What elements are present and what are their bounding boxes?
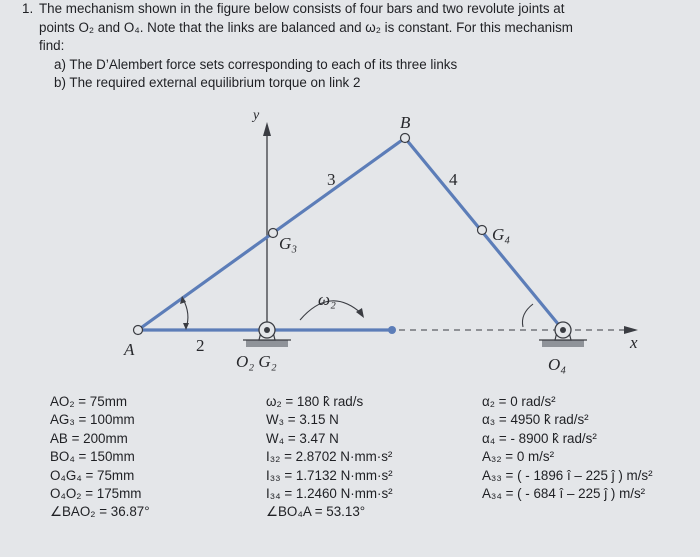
given-ag3-accel: A₃₃ = ( - 1896 î – 225 ĵ ) m/s² [482, 467, 653, 483]
label-b: B [400, 113, 411, 132]
ground-o2 [243, 322, 291, 347]
problem-stem [39, 0, 682, 56]
given-ig3: I₃₃ = 1.7132 N·mm·s² [266, 467, 393, 483]
given-omega2: ω₂ = 180 k̂ rad/s [266, 394, 364, 409]
stem-line-2: points O₂ and O₄. Note that the links are balanced and ω₂ is constant. For this mechanism [39, 19, 573, 35]
given-alpha4: α₄ = - 8900 k̂ rad/s² [482, 430, 597, 446]
label-o2-g2: O₂ G₂ [236, 352, 277, 371]
given-angle-bao2: ∠BAO₂ = 36.87° [50, 504, 150, 520]
given-ag2: A₃₂ = 0 m/s² [482, 449, 555, 465]
given-o4o2: O₄O₂ = 175mm [50, 486, 142, 502]
pin-a [134, 326, 143, 335]
label-link-3: 3 [327, 170, 336, 189]
stem-line-1: The mechanism shown in the figure below consists of four bars and two revolute joints at [39, 1, 565, 16]
givens-kinematics [482, 393, 653, 503]
given-w3: W₃ = 3.15 N [266, 412, 339, 428]
label-x: x [630, 333, 638, 352]
given-o4g4: O₄G₄ = 75mm [50, 467, 135, 483]
pin-b [401, 134, 410, 143]
label-a: A [124, 340, 135, 359]
angle-arc-o4 [522, 304, 533, 327]
given-ig4: I₃₄ = 1.2460 N·mm·s² [266, 486, 393, 502]
given-ag4-accel: A₃₄ = ( - 684 î – 225 ĵ ) m/s² [482, 486, 646, 502]
stem-line-3: find: [39, 38, 65, 54]
part-a: a) The D’Alembert force sets corresponding to each of its three links [54, 56, 458, 72]
label-y: y [253, 108, 260, 123]
label-g4: G₄ [492, 225, 511, 244]
given-ab: AB = 200mm [50, 430, 128, 446]
y-axis-arrow [263, 122, 271, 136]
given-ig2: I₃₂ = 2.8702 N·mm·s² [266, 449, 393, 465]
part-b: b) The required external equilibrium torque on link 2 [54, 75, 361, 91]
given-ao2: AO₂ = 75mm [50, 394, 128, 409]
g4-marker [478, 226, 487, 235]
given-ag3: AG₃ = 100mm [50, 412, 135, 428]
given-alpha3: α₃ = 4950 k̂ rad/s² [482, 412, 589, 428]
givens-geometry [50, 393, 150, 522]
given-alpha2: α₂ = 0 rad/s² [482, 394, 556, 409]
label-omega2: ω₂ [318, 290, 336, 309]
problem-statement [22, 0, 682, 93]
label-link-2: 2 [196, 336, 205, 355]
label-link-4: 4 [449, 170, 458, 189]
problem-number: 1. [22, 1, 34, 16]
ground-o4 [539, 322, 587, 347]
mechanism-diagram [0, 100, 700, 400]
link-2-end [388, 326, 396, 334]
label-g3: G₃ [279, 234, 298, 253]
label-o4: O₄ [548, 355, 567, 374]
givens-properties [266, 393, 393, 522]
mechanism-figure [0, 100, 700, 400]
problem-parts [54, 56, 682, 93]
given-angle-bo4a: ∠BO₄A = 53.13° [266, 504, 366, 520]
given-w4: W₄ = 3.47 N [266, 430, 339, 446]
g3-marker [269, 229, 278, 238]
given-bo4: BO₄ = 150mm [50, 449, 135, 465]
